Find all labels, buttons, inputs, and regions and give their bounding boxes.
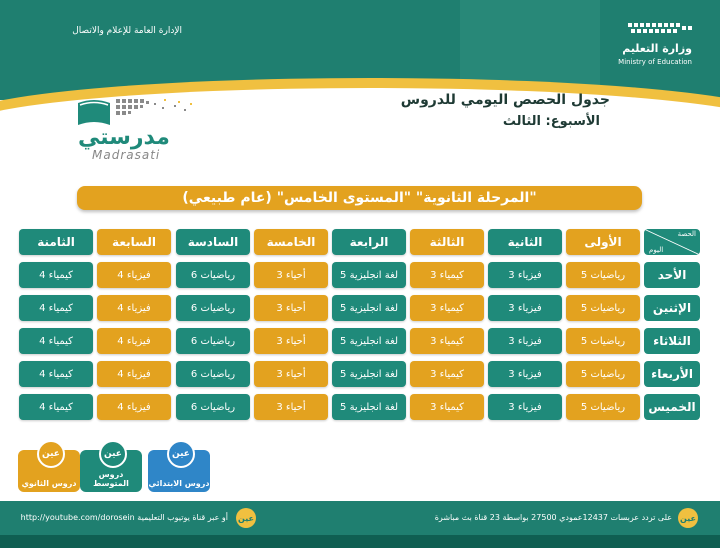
- table-cell: أحياء 3: [254, 262, 328, 288]
- table-cell: رياضيات 6: [176, 361, 250, 387]
- table-cell: أحياء 3: [254, 328, 328, 354]
- day-label: الإثنين: [644, 295, 700, 321]
- day-label: الثلاثاء: [644, 328, 700, 354]
- table-cell: رياضيات 5: [566, 295, 640, 321]
- table-cell: كيمياء 3: [410, 295, 484, 321]
- ministry-name-en: Ministry of Education: [618, 58, 692, 66]
- bottom-bar: [0, 535, 720, 548]
- day-label: الأحد: [644, 262, 700, 288]
- table-cell: رياضيات 5: [566, 262, 640, 288]
- table-cell: فيزياء 3: [488, 361, 562, 387]
- table-cell: كيمياء 4: [19, 361, 93, 387]
- table-cell: كيمياء 3: [410, 328, 484, 354]
- period-header: الأولى: [566, 229, 640, 255]
- table-cell: كيمياء 4: [19, 328, 93, 354]
- ein-youtube-icon: عين: [236, 508, 256, 528]
- table-cell: أحياء 3: [254, 361, 328, 387]
- table-cell: كيمياء 4: [19, 394, 93, 420]
- day-label: الأربعاء: [644, 361, 700, 387]
- period-header: السابعة: [97, 229, 171, 255]
- table-cell: كيمياء 3: [410, 262, 484, 288]
- ein-icon: عين: [167, 440, 195, 468]
- table-cell: لغة انجليزية 5: [332, 295, 406, 321]
- youtube-link[interactable]: أو عبر قناة يوتيوب التعليمية http://youtube.com/dorosein: [20, 513, 228, 522]
- broadcast-info: على تردد عربسات 12437عمودي 27500 بواسطة 23 قناة بث مباشرة: [434, 513, 672, 522]
- table-cell: كيمياء 4: [19, 262, 93, 288]
- madrasati-name-en: Madrasati: [92, 148, 161, 162]
- table-cell: كيمياء 3: [410, 361, 484, 387]
- table-cell: رياضيات 5: [566, 328, 640, 354]
- day-label: الخميس: [644, 394, 700, 420]
- intermediate-lessons-button[interactable]: [80, 450, 142, 492]
- table-cell: فيزياء 3: [488, 295, 562, 321]
- table-cell: فيزياء 3: [488, 262, 562, 288]
- table-cell: أحياء 3: [254, 394, 328, 420]
- table-cell: لغة انجليزية 5: [332, 361, 406, 387]
- table-cell: لغة انجليزية 5: [332, 328, 406, 354]
- table-cell: كيمياء 3: [410, 394, 484, 420]
- corner-label-day: اليوم: [649, 246, 664, 254]
- period-header: الثانية: [488, 229, 562, 255]
- table-cell: كيمياء 4: [19, 295, 93, 321]
- secondary-lessons-button[interactable]: [18, 450, 80, 492]
- table-corner-cell: [644, 229, 700, 255]
- primary-lessons-label: دروس الابتدائي: [148, 479, 210, 488]
- secondary-lessons-label: دروس الثانوي: [21, 479, 77, 488]
- period-header: الرابعة: [332, 229, 406, 255]
- period-header: الخامسة: [254, 229, 328, 255]
- table-cell: لغة انجليزية 5: [332, 394, 406, 420]
- table-cell: فيزياء 4: [97, 361, 171, 387]
- period-header: السادسة: [176, 229, 250, 255]
- ein-logo-icon: عين: [678, 508, 698, 528]
- table-cell: فيزياء 3: [488, 394, 562, 420]
- madrasati-logo: [74, 95, 224, 165]
- ein-icon: عين: [99, 440, 127, 468]
- admin-text: الإدارة العامة للإعلام والاتصال: [72, 26, 182, 36]
- stage-banner: "المرحلة الثانوية" "المستوى الخامس" (عام طبيعي): [77, 186, 642, 210]
- table-cell: فيزياء 4: [97, 262, 171, 288]
- table-cell: رياضيات 6: [176, 328, 250, 354]
- table-cell: رياضيات 6: [176, 262, 250, 288]
- week-label: الأسبوع: الثالث: [502, 114, 600, 129]
- primary-lessons-button[interactable]: [148, 450, 210, 492]
- table-cell: لغة انجليزية 5: [332, 262, 406, 288]
- ministry-logo-icon: [628, 20, 698, 34]
- corner-label-period: الحصة: [677, 230, 696, 238]
- table-cell: فيزياء 3: [488, 328, 562, 354]
- ein-icon: عين: [37, 440, 65, 468]
- header-photo: [460, 0, 600, 92]
- table-cell: أحياء 3: [254, 295, 328, 321]
- page-title: جدول الحصص اليومي للدروس: [400, 92, 610, 108]
- madrasati-name-ar: مدرستي: [78, 125, 170, 150]
- intermediate-lessons-label: دروس المتوسط: [93, 470, 129, 488]
- table-cell: فيزياء 4: [97, 394, 171, 420]
- table-cell: رياضيات 5: [566, 361, 640, 387]
- period-header: الثالثة: [410, 229, 484, 255]
- table-cell: رياضيات 6: [176, 394, 250, 420]
- period-header: الثامنة: [19, 229, 93, 255]
- ministry-name-ar: وزارة التعليم: [622, 42, 692, 55]
- table-cell: رياضيات 5: [566, 394, 640, 420]
- table-cell: رياضيات 6: [176, 295, 250, 321]
- table-cell: فيزياء 4: [97, 295, 171, 321]
- table-cell: فيزياء 4: [97, 328, 171, 354]
